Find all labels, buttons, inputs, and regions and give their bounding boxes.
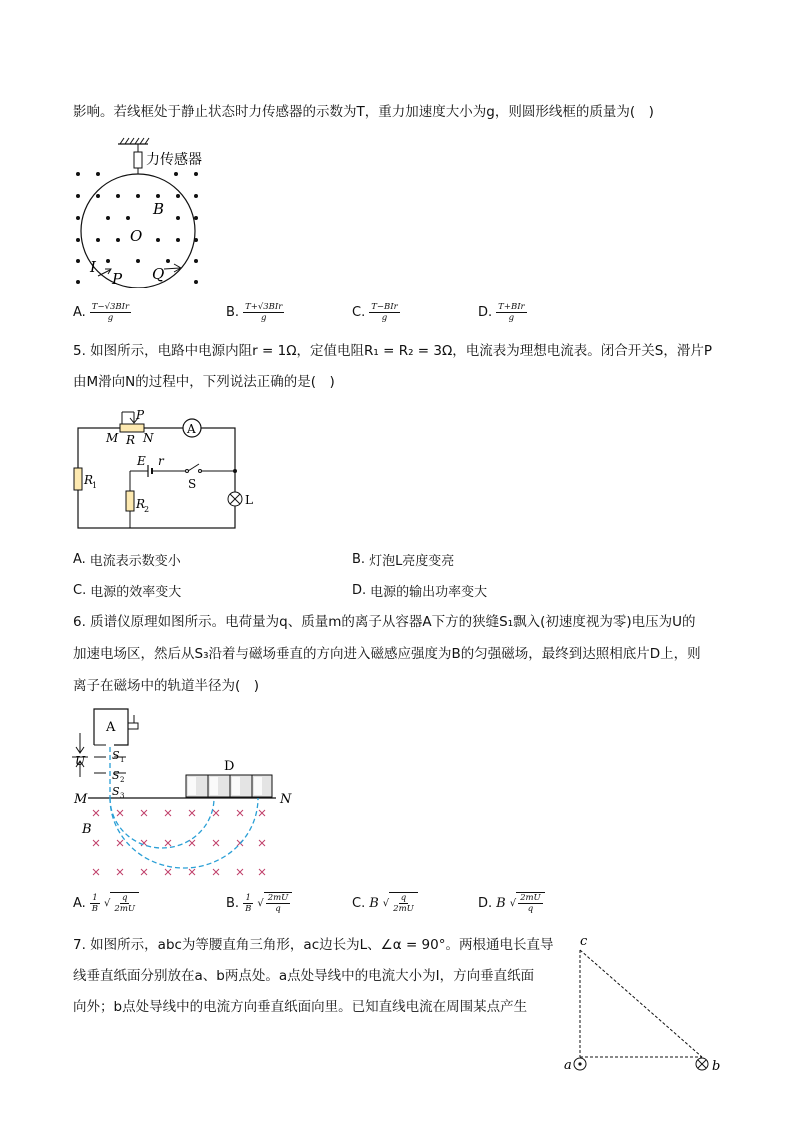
q4-option-d[interactable]: D. $\frac{\text{T+BIr}}{g}$ xyxy=(478,302,525,323)
svg-text:1: 1 xyxy=(120,756,125,764)
q4-stem: 影响。若线框处于静止状态时力传感器的示数为T，重力加速度大小为g，则圆形线框的质量为( ) xyxy=(73,104,654,120)
q7-line3: 向外；b点处导线中的电流方向垂直纸面向里。已知直线电流在周围某点产生 xyxy=(73,999,528,1015)
label-M: M xyxy=(106,431,119,445)
q4-option-b[interactable]: B. $\frac{\text{T+√3BIr}}{g}$ xyxy=(226,302,283,323)
label-N: N xyxy=(143,431,154,445)
q6-option-a[interactable]: A. $\frac{1}{B}$ √ $\frac{q}{2mU}$ xyxy=(73,892,139,914)
label-S2: S xyxy=(112,769,120,782)
ammeter-label: A xyxy=(187,422,196,436)
q6-option-c[interactable]: C. B √ $\frac{q}{2mU}$ xyxy=(352,892,418,914)
q6-option-d[interactable]: D. B √ $\frac{2mU}{q}$ xyxy=(478,892,545,914)
label-S3: S xyxy=(112,785,120,798)
label-S: S xyxy=(188,477,197,491)
q7-line2: 线垂直纸面分别放在a、b两点处。a点处导线中的电流大小为I，方向垂直纸面 xyxy=(73,968,535,984)
label-E: E xyxy=(137,454,146,468)
label-I: I xyxy=(90,258,96,276)
label-P: P xyxy=(136,408,145,422)
svg-text:1: 1 xyxy=(92,481,98,490)
label-U: U xyxy=(75,754,86,768)
label-D: D xyxy=(224,759,235,774)
label-B: B xyxy=(153,200,165,218)
label-R: R xyxy=(126,433,136,447)
q6-line3: 离子在磁场中的轨道半径为( ) xyxy=(73,678,260,694)
label-N: N xyxy=(280,792,292,807)
q7-line1: 7. 如图所示，abc为等腰直角三角形，ac边长为L、∠α = 90°。两根通电长直导 xyxy=(73,937,554,953)
svg-text:2: 2 xyxy=(144,505,150,514)
label-S1: S xyxy=(112,749,120,762)
label-b: b xyxy=(712,1059,721,1074)
label-c: c xyxy=(580,934,588,949)
label-L: L xyxy=(245,493,253,507)
q5-circuit-figure xyxy=(68,404,268,534)
q5-line2: 由M滑向N的过程中，下列说法正确的是( ) xyxy=(73,374,335,390)
q5-line1: 5. 如图所示，电路中电源内阻r = 1Ω，定值电阻R₁ = R₂ = 3Ω，电流表为理想电流表。闭合开关S，滑片P xyxy=(73,343,713,359)
q6-mass-spectrometer-figure xyxy=(70,705,300,887)
label-r: r xyxy=(158,454,164,468)
q5-option-b[interactable]: B. 灯泡L亮度变亮 xyxy=(352,552,455,569)
label-R1: R xyxy=(84,473,94,487)
label-P: P xyxy=(112,270,123,288)
q6-line2: 加速电场区，然后从S₃沿着与磁场垂直的方向进入磁感应强度为B的匀强磁场，最终到达照相底片D上，则 xyxy=(73,646,701,662)
label-A: A xyxy=(106,720,116,735)
label-Q: Q xyxy=(152,265,165,283)
q4-option-a[interactable]: A. $\frac{\text{T−√3BIr}}{g}$ xyxy=(73,302,130,323)
label-M: M xyxy=(74,792,88,807)
label-a: a xyxy=(564,1058,572,1073)
sensor-label: 力传感器 xyxy=(146,152,202,168)
label-R2: R xyxy=(136,497,146,511)
q5-option-d[interactable]: D. 电源的输出功率变大 xyxy=(352,583,488,600)
q4-figure xyxy=(68,136,218,288)
q6-option-b[interactable]: B. $\frac{1}{B}$ √ $\frac{2mU}{q}$ xyxy=(226,892,292,914)
svg-text:2: 2 xyxy=(120,776,125,784)
label-B: B xyxy=(82,822,92,837)
label-O: O xyxy=(130,227,143,245)
q4-option-c[interactable]: C. $\frac{\text{T−BIr}}{g}$ xyxy=(352,302,398,323)
svg-text:3: 3 xyxy=(120,792,125,800)
q6-line1: 6. 质谱仪原理如图所示。电荷量为q、质量m的离子从容器A下方的狭缝S₁飘入(初速度视为零)电压为U的 xyxy=(73,614,696,630)
q5-option-a[interactable]: A. 电流表示数变小 xyxy=(73,552,181,569)
q5-option-c[interactable]: C. 电源的效率变大 xyxy=(73,583,182,600)
q7-triangle-figure xyxy=(558,930,728,1080)
